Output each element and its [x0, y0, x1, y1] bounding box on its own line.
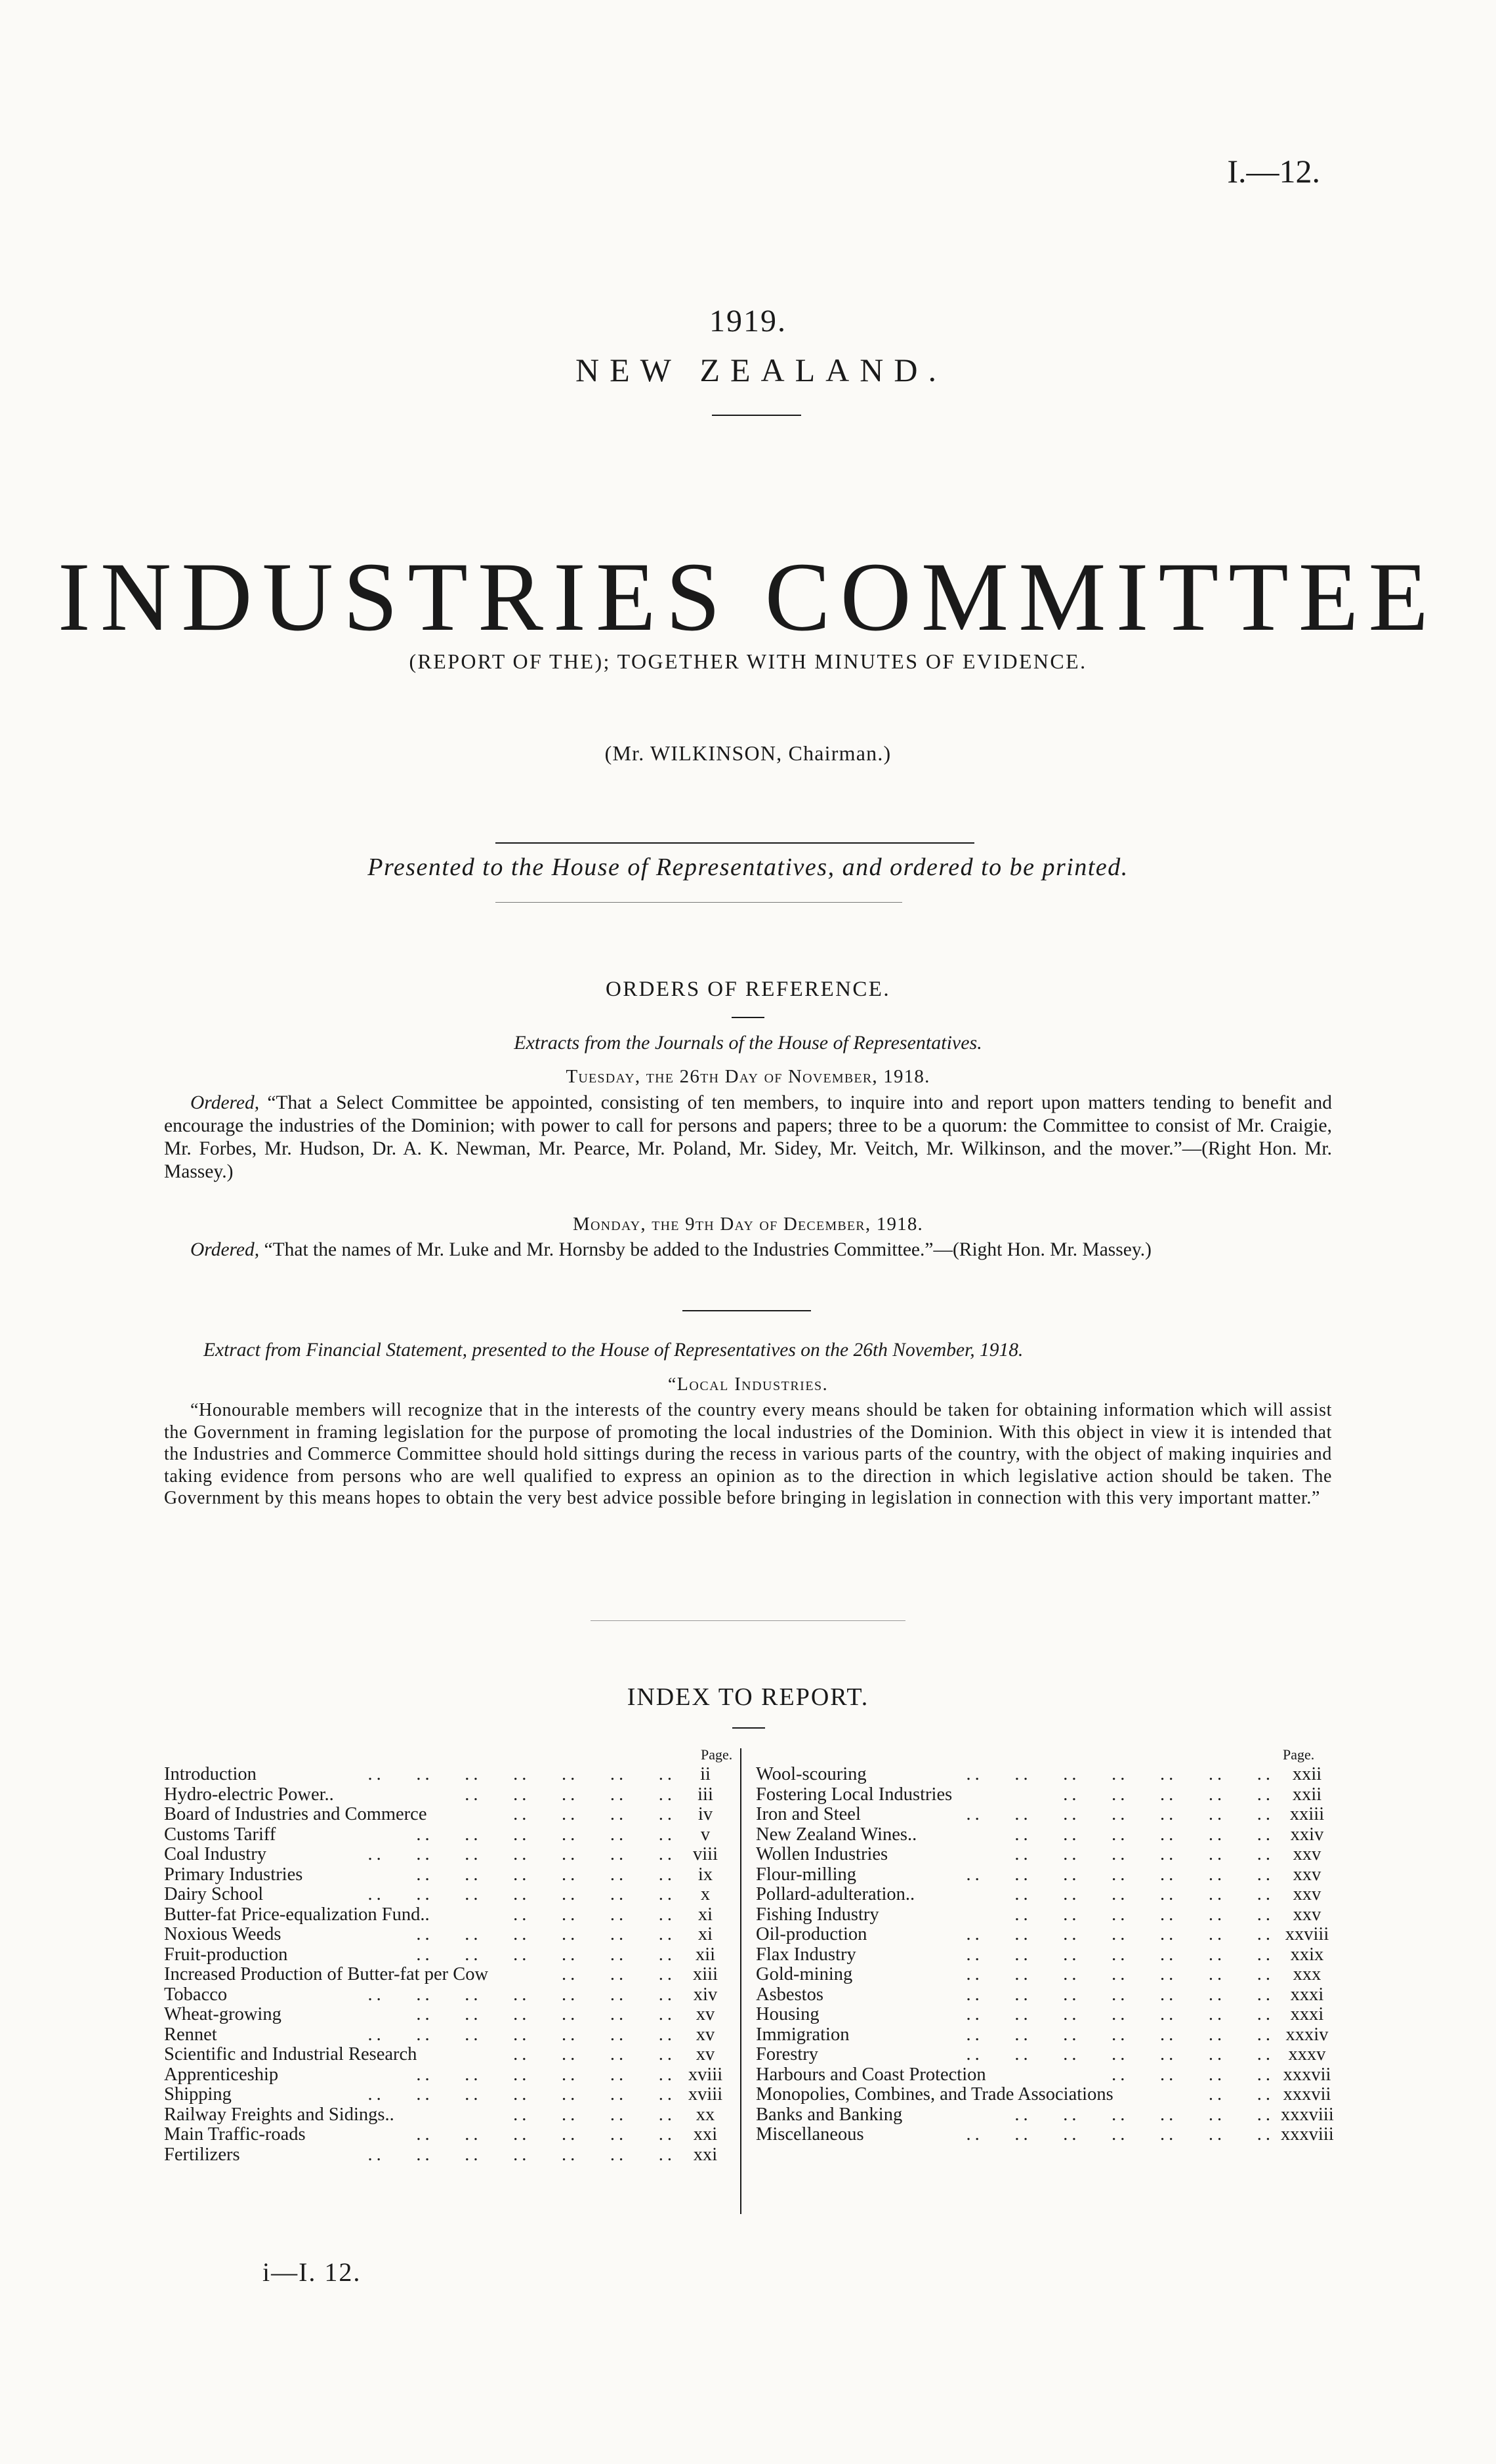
- index-entry-label: Housing: [756, 2004, 820, 2024]
- index-entry-label: Iron and Steel: [756, 1804, 861, 1824]
- index-entry-label: Monopolies, Combines, and Trade Associations: [756, 2084, 1113, 2105]
- index-entry-label: Coal Industry: [164, 1844, 266, 1864]
- index-entry: [164, 1905, 728, 1925]
- leader-dots: .. .. .. .. .. ..: [416, 2064, 676, 2085]
- index-entry-page: xxii: [1292, 1784, 1322, 1805]
- order-date-2: Monday, the 9th Day of December, 1918.: [572, 1214, 923, 1235]
- leader-dots: .. .. .. .. .. .. ..: [966, 2005, 1274, 2024]
- index-entry-page: xxi: [693, 2144, 718, 2165]
- leader-dots: .. .. .. .. .. .. ..: [966, 1864, 1274, 1885]
- index-entry: [756, 2045, 1333, 2065]
- leader-dots: .. .. .. .. .. .. ..: [966, 2125, 1274, 2145]
- order-2-text: “That the names of Mr. Luke and Mr. Hornsby be added to the Industries Committee.”—(Right Hon. Mr. Massey.): [264, 1239, 1152, 1260]
- divider: [682, 1310, 811, 1311]
- index-entry: [756, 2025, 1333, 2045]
- financial-paragraph: [164, 1399, 1332, 1509]
- index-entry: [164, 1785, 728, 1805]
- index-entry-label: Main Traffic-roads: [164, 2124, 306, 2145]
- index-left-column: [164, 1765, 728, 2165]
- index-entry: [756, 1845, 1333, 1865]
- index-entry-page: xv: [696, 2004, 715, 2024]
- footer-signature: i—I. 12.: [262, 2257, 362, 2287]
- presented-line: Presented to the House of Representatives, and ordered to be printed.: [367, 853, 1129, 881]
- leader-dots: .. .. .. ..: [1112, 2064, 1274, 2085]
- leader-dots: .. .. .. .. .. ..: [1014, 1824, 1274, 1845]
- leader-dots: .. .. .. .. .. .. ..: [966, 2024, 1274, 2045]
- leader-dots: .. ..: [1208, 2085, 1274, 2105]
- index-entry: [164, 1885, 728, 1905]
- order-1: [164, 1092, 1332, 1183]
- leader-dots: .. .. .. .. .. .. ..: [966, 1805, 1274, 1824]
- index-entry: [756, 2125, 1333, 2145]
- index-entry: [756, 1945, 1333, 1965]
- index-entry-page: xxii: [1292, 1764, 1322, 1784]
- local-industries-heading: “Local Industries.: [667, 1374, 829, 1395]
- index-entry-page: v: [700, 1824, 711, 1845]
- index-entry-label: Forestry: [756, 2044, 818, 2064]
- country: NEW ZEALAND.: [575, 352, 947, 388]
- financial-text: “Honourable members will recognize that in the interests of the country every means should be taken for obtaining information which will assist the Government in framing legislation for the purpose of promoting the local industries of the Dominion. With this object in view it is intended that the Industries and Commerce Committee should hold sittings during the recess in various parts of the country, with the object of making inquiries and taking evidence from persons who are well qualified to express an opinion as to the direction in which legislative action should be taken. The Government by this means hopes to obtain the very best advice possible before bringing in legislation in connection with this very important matter.”: [164, 1400, 1332, 1509]
- leader-dots: .. .. .. ..: [513, 1904, 676, 1925]
- index-entry-page: xxxi: [1290, 1984, 1324, 2005]
- financial-extract-heading: Extract from Financial Statement, presented to the House of Representatives on the 26th November, 1918.: [203, 1340, 1024, 1361]
- index-entry-label: Harbours and Coast Protection: [756, 2064, 986, 2085]
- leader-dots: .. .. .. .. .. .. ..: [966, 1765, 1274, 1784]
- index-entry: [164, 2105, 728, 2125]
- index-entry: [164, 2005, 728, 2025]
- index-entry-page: xxxiv: [1285, 2024, 1329, 2045]
- order-1-text: “That a Select Committee be appointed, consisting of ten members, to inquire into and report upon matters tending to benefit and encourage the industries of the Dominion; with power to call for persons and papers; three to be a quorum: the Committee to consist of Mr. Craigie, Mr. Forbes, Mr. Hudson, Dr. A. K. Newman, Mr. Pearce, Mr. Poland, Mr. Sidey, Mr. Veitch, Mr. Wilkinson, and the mover.”—(Right Hon. Mr. Massey.): [164, 1092, 1333, 1182]
- index-entry-page: xviii: [688, 2084, 723, 2105]
- index-entry: [164, 2085, 728, 2105]
- leader-dots: .. .. .. .. .. .. ..: [367, 2024, 676, 2045]
- index-entry: [164, 1925, 728, 1945]
- leader-dots: .. .. .. .. .. .. ..: [367, 1845, 676, 1864]
- index-entry-page: xi: [697, 1924, 713, 1944]
- column-divider: [740, 1748, 741, 2214]
- index-entry-page: xxx: [1293, 1964, 1321, 1984]
- index-entry: [164, 1865, 728, 1885]
- index-entry-label: Customs Tariff: [164, 1824, 276, 1845]
- leader-dots: .. .. .. ..: [513, 2105, 676, 2125]
- index-entry-label: Primary Industries: [164, 1864, 303, 1885]
- index-entry-page: xiii: [692, 1964, 718, 1984]
- index-entry-page: iv: [697, 1804, 713, 1824]
- leader-dots: .. .. .. .. .. .. ..: [966, 1984, 1274, 2005]
- index-entry-page: xxxi: [1290, 2004, 1324, 2024]
- index-entry-label: Hydro-electric Power..: [164, 1784, 334, 1805]
- leader-dots: .. .. .. .. .. ..: [416, 2125, 676, 2145]
- index-entry: [756, 1885, 1333, 1905]
- order-2-lead: Ordered,: [190, 1239, 260, 1260]
- index-entry-label: Butter-fat Price-equalization Fund..: [164, 1904, 430, 1925]
- index-entry: [164, 1765, 728, 1785]
- order-date-1: Tuesday, the 26th Day of November, 1918.: [566, 1066, 930, 1087]
- index-entry-page: xv: [696, 2044, 715, 2064]
- leader-dots: .. .. .. .. .. ..: [416, 1925, 676, 1944]
- index-entry: [164, 1985, 728, 2005]
- index-entry: [756, 1905, 1333, 1925]
- index-entry: [756, 1785, 1333, 1805]
- index-entry-label: Noxious Weeds: [164, 1924, 281, 1944]
- index-entry-label: Scientific and Industrial Research: [164, 2044, 417, 2064]
- index-entry: [756, 2065, 1333, 2085]
- index-entry-page: xxxviii: [1281, 2124, 1334, 2145]
- index-entry-page: xxix: [1290, 1944, 1324, 1965]
- index-entry-label: Introduction: [164, 1764, 257, 1784]
- index-entry-label: Shipping: [164, 2084, 232, 2105]
- leader-dots: .. .. .. .. ..: [1063, 1784, 1274, 1805]
- index-entry-label: Wool-scouring: [756, 1764, 867, 1784]
- index-entry-label: Asbestos: [756, 1984, 823, 2005]
- leader-dots: .. .. .. .. .. .. ..: [367, 1885, 676, 1904]
- leader-dots: .. .. .. .. ..: [465, 1784, 676, 1805]
- index-right-column: [756, 1765, 1333, 2145]
- index-entry-page: viii: [692, 1844, 718, 1864]
- leader-dots: .. .. .. .. .. ..: [1014, 2105, 1274, 2125]
- index-title: INDEX TO REPORT.: [627, 1683, 869, 1711]
- document-number: I.—12.: [1227, 153, 1320, 190]
- leader-dots: .. .. .. .. .. .. ..: [966, 1944, 1274, 1965]
- divider: [732, 1017, 764, 1018]
- index-entry: [756, 1825, 1333, 1845]
- page-column-label-left: Page.: [701, 1746, 733, 1763]
- index-entry: [756, 1865, 1333, 1885]
- index-entry-page: xxxvii: [1283, 2084, 1331, 2105]
- leader-dots: .. .. .. .. .. .. ..: [367, 2145, 676, 2165]
- leader-dots: .. .. .. .. .. ..: [416, 2005, 676, 2024]
- index-entry-label: Banks and Banking: [756, 2104, 903, 2125]
- index-entry-label: Rennet: [164, 2024, 217, 2045]
- index-entry: [164, 1945, 728, 1965]
- divider: [712, 415, 801, 416]
- index-entry-label: Wollen Industries: [756, 1844, 888, 1864]
- index-entry: [756, 1965, 1333, 1985]
- index-entry: [164, 1825, 728, 1845]
- year: 1919.: [709, 304, 787, 339]
- leader-dots: .. .. .. .. .. ..: [416, 1944, 676, 1965]
- index-entry: [756, 1765, 1333, 1785]
- index-entry-page: x: [700, 1884, 711, 1904]
- index-entry-label: Flax Industry: [756, 1944, 856, 1965]
- index-entry: [756, 2105, 1333, 2125]
- leader-dots: .. .. .. .. .. ..: [416, 1864, 676, 1885]
- index-entry-label: Fertilizers: [164, 2144, 240, 2165]
- index-entry-page: ix: [697, 1864, 713, 1885]
- index-entry-label: Immigration: [756, 2024, 850, 2045]
- index-entry-page: xxi: [693, 2124, 718, 2145]
- index-entry-label: Miscellaneous: [756, 2124, 864, 2145]
- index-entry: [164, 1965, 728, 1985]
- index-entry-page: iii: [697, 1784, 713, 1805]
- index-entry-page: xviii: [688, 2064, 723, 2085]
- index-entry-label: Oil-production: [756, 1924, 867, 1944]
- index-entry-label: Railway Freights and Sidings..: [164, 2104, 394, 2125]
- index-entry-page: xxv: [1293, 1864, 1321, 1885]
- leader-dots: .. .. .. .. .. .. ..: [966, 2045, 1274, 2064]
- index-entry-label: Flour-milling: [756, 1864, 857, 1885]
- index-entry: [756, 1985, 1333, 2005]
- index-entry-page: xxv: [1293, 1844, 1321, 1864]
- leader-dots: .. .. ..: [562, 1965, 676, 1984]
- index-entry-page: xi: [697, 1904, 713, 1925]
- index-entry-label: Fostering Local Industries: [756, 1784, 953, 1805]
- index-entry-page: xxiii: [1289, 1804, 1325, 1824]
- index-entry: [164, 2045, 728, 2065]
- index-entry-page: xx: [696, 2104, 715, 2125]
- index-entry-label: Wheat-growing: [164, 2004, 281, 2024]
- leader-dots: .. .. .. .. .. .. ..: [367, 1765, 676, 1784]
- divider: [732, 1727, 765, 1729]
- index-entry: [164, 2145, 728, 2166]
- divider: [591, 1620, 905, 1621]
- index-entry-label: Gold-mining: [756, 1964, 853, 1984]
- divider: [495, 842, 974, 844]
- orders-heading: ORDERS OF REFERENCE.: [606, 977, 890, 1001]
- index-entry: [756, 1925, 1333, 1945]
- index-entry-label: Fruit-production: [164, 1944, 288, 1965]
- index-entry-page: xiv: [693, 1984, 718, 2005]
- leader-dots: .. .. .. .. .. .. ..: [966, 1925, 1274, 1944]
- index-entry-page: xxv: [1293, 1884, 1321, 1904]
- page-column-label-right: Page.: [1283, 1746, 1315, 1763]
- index-entry-label: Pollard-adulteration..: [756, 1884, 915, 1904]
- index-entry-page: xxviii: [1285, 1924, 1329, 1944]
- index-entry-label: Fishing Industry: [756, 1904, 879, 1925]
- leader-dots: .. .. .. .. .. .. ..: [966, 1965, 1274, 1984]
- leader-dots: .. .. .. .. .. ..: [1014, 1845, 1274, 1864]
- index-entry-page: xv: [696, 2024, 715, 2045]
- index-entry: [756, 2005, 1333, 2025]
- leader-dots: .. .. .. .. .. .. ..: [367, 1984, 676, 2005]
- leader-dots: .. .. .. .. .. ..: [416, 1824, 676, 1845]
- index-entry: [756, 1805, 1333, 1825]
- index-entry-label: Dairy School: [164, 1884, 264, 1904]
- index-entry: [164, 2025, 728, 2045]
- subtitle: (REPORT OF THE); TOGETHER WITH MINUTES OF EVIDENCE.: [409, 649, 1087, 673]
- index-entry-page: xxxviii: [1281, 2104, 1334, 2125]
- leader-dots: .. .. .. ..: [513, 1805, 676, 1824]
- divider: [495, 902, 902, 903]
- order-1-lead: Ordered,: [190, 1092, 260, 1113]
- index-entry: [164, 1805, 728, 1825]
- leader-dots: .. .. .. .. .. ..: [1014, 1904, 1274, 1925]
- page-title: INDUSTRIES COMMITTEE: [57, 543, 1439, 651]
- chairman: (Mr. WILKINSON, Chairman.): [604, 741, 892, 765]
- leader-dots: .. .. .. .. .. .. ..: [367, 2085, 676, 2105]
- index-entry-page: xxxv: [1288, 2044, 1326, 2064]
- index-entry: [164, 2125, 728, 2145]
- leader-dots: .. .. .. .. .. ..: [1014, 1885, 1274, 1904]
- index-entry-label: Apprenticeship: [164, 2064, 279, 2085]
- index-entry-page: xxxvii: [1283, 2064, 1331, 2085]
- index-entry: [164, 1845, 728, 1865]
- index-entry: [756, 2085, 1333, 2105]
- index-entry: [164, 2065, 728, 2085]
- index-entry-label: Tobacco: [164, 1984, 228, 2005]
- order-2: [164, 1239, 1332, 1262]
- index-entry-label: Board of Industries and Commerce: [164, 1804, 427, 1824]
- leader-dots: .. .. .. ..: [513, 2045, 676, 2064]
- index-entry-page: ii: [700, 1764, 711, 1784]
- index-entry-page: xii: [695, 1944, 716, 1965]
- index-entry-label: Increased Production of Butter-fat per Cow: [164, 1964, 489, 1984]
- index-entry-label: New Zealand Wines..: [756, 1824, 917, 1845]
- index-entry-page: xxv: [1293, 1904, 1321, 1925]
- journals-extract-heading: Extracts from the Journals of the House of Representatives.: [514, 1032, 982, 1054]
- index-entry-page: xxiv: [1290, 1824, 1324, 1845]
